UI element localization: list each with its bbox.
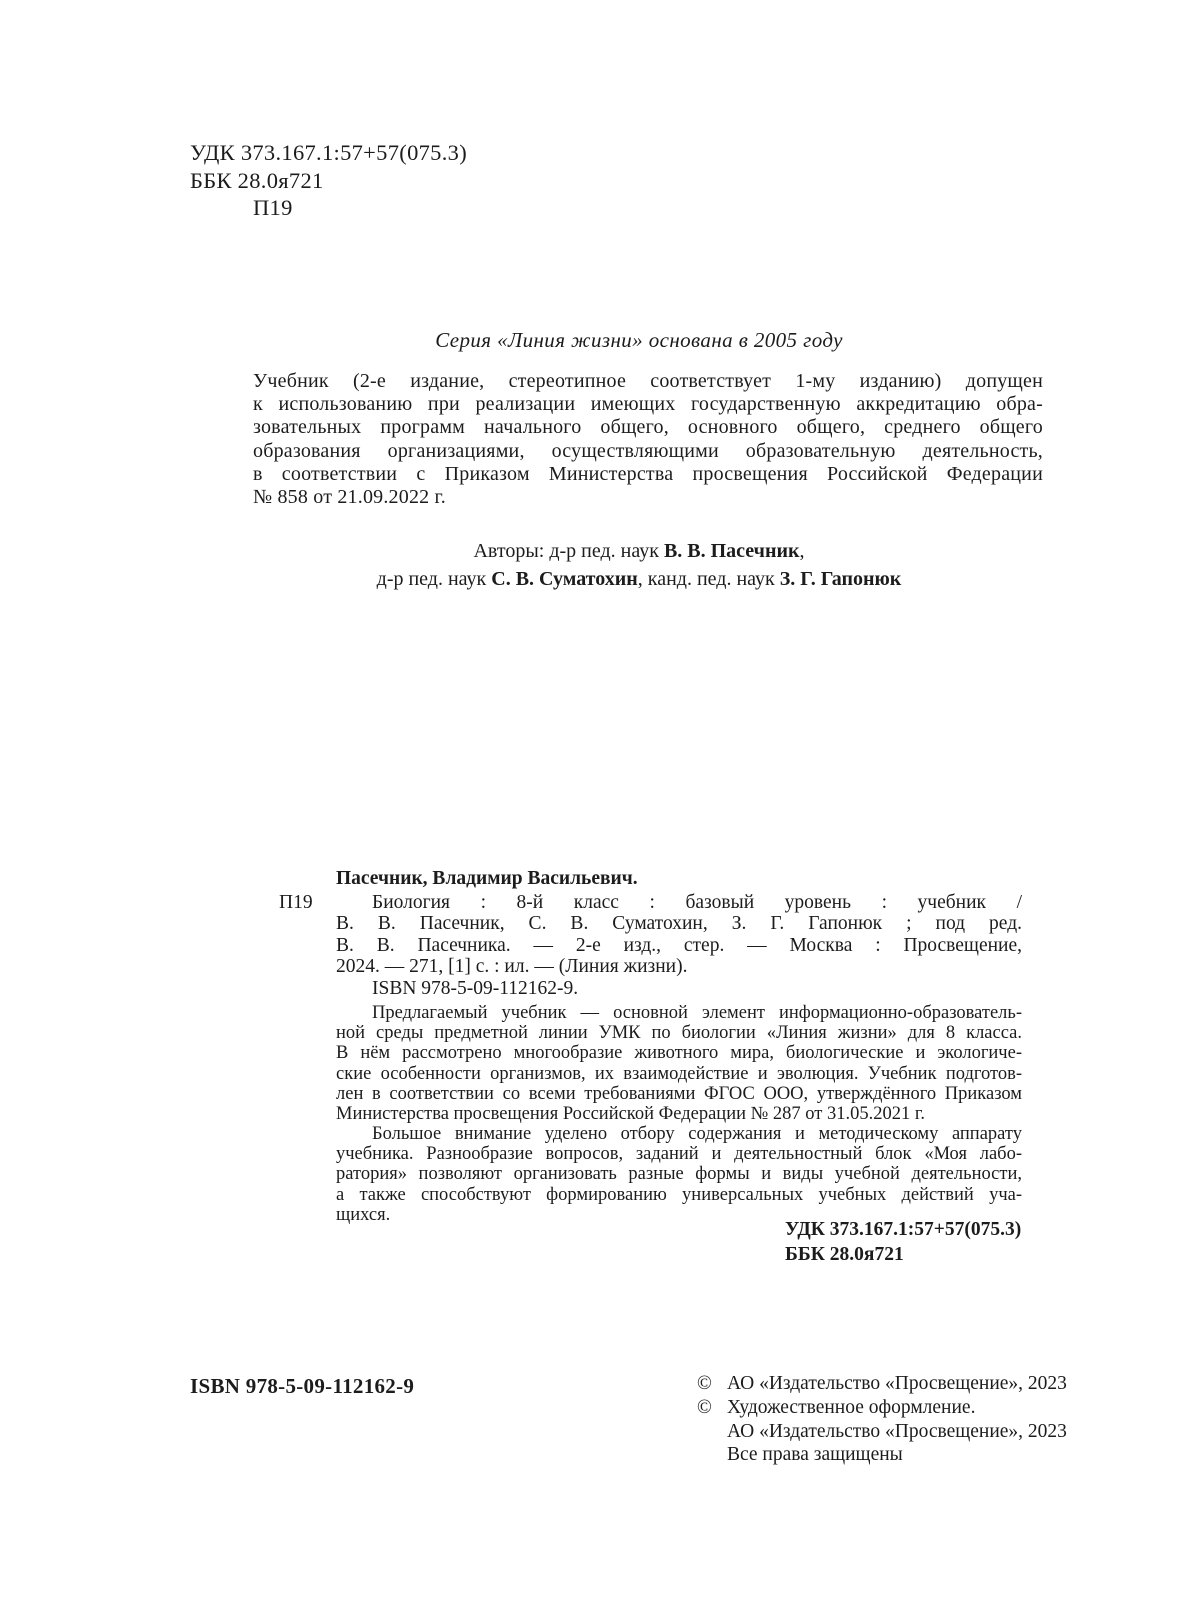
copyright-line (697, 1420, 1067, 1444)
bibliographic-codes-bottom (785, 1217, 1021, 1267)
authors-block (253, 538, 1025, 593)
annotation-line: ские особенности организмов, их взаимодействие и эволюция. Учебник подготов- (336, 1063, 1022, 1084)
catalog-author-heading: Пасечник, Владимир Васильевич. (336, 868, 638, 889)
udk-code: УДК 373.167.1:57+57(075.3) (190, 140, 467, 165)
copyright-text: Все права защищены (727, 1444, 903, 1466)
author-name: С. В. Суматохин (491, 567, 638, 590)
authors-suffix: , (799, 540, 805, 562)
annotation-line: а также способствуют формированию универсальных учебных действий уча- (336, 1184, 1022, 1205)
copyright-line (697, 1396, 1067, 1420)
annotation-line: щихся. (336, 1204, 391, 1225)
catalog-line: В. В. Пасечник, С. В. Суматохин, З. Г. Гапонюк ; под ред. (336, 913, 1022, 935)
annotation-line: ратория» позволяют организовать разные формы и виды учебной деятельности, (336, 1164, 1022, 1185)
copyright-symbol: © (697, 1373, 712, 1394)
catalog-isbn: ISBN 978-5-09-112162-9. (372, 977, 579, 999)
catalog-line: Биология : 8-й класс : базовый уровень : учебник / (372, 891, 1022, 913)
copyright-symbol (697, 1420, 727, 1444)
annotation-line: Предлагаемый учебник — основной элемент информационно-образователь- (372, 1003, 1022, 1023)
annotation-paragraph-1 (336, 1003, 1022, 1124)
copyright-text: АО «Издательство «Просвещение», 2023 (727, 1373, 1067, 1394)
authors-prefix: д-р пед. наук (376, 567, 492, 590)
copyright-block (697, 1372, 1067, 1467)
catalog-entry-code: П19 (279, 892, 313, 913)
copyright-text: Художественное оформление. (727, 1396, 976, 1418)
bbk-code: ББК 28.0я721 (190, 167, 324, 193)
admission-line: зовательных программ начального общего, основного общего, среднего общего (253, 416, 1043, 439)
bbk-code-bottom: ББК 28.0я721 (785, 1244, 904, 1265)
annotation-paragraph-2 (336, 1124, 1022, 1225)
admission-line: к использованию при реализации имеющих государственную аккредитацию обра- (253, 393, 1043, 416)
bibliographic-codes-top (190, 139, 467, 222)
author-name: З. Г. Гапонюк (779, 567, 902, 590)
copyright-symbol: © (697, 1396, 712, 1418)
annotation-line: В нём рассмотрено многообразие животного мира, биологические и экологиче- (336, 1043, 1022, 1064)
copyright-line (697, 1372, 1067, 1396)
annotation-line: учебника. Разнообразие вопросов, заданий и деятельностный блок «Моя лабо- (336, 1144, 1022, 1165)
annotation-line: Министерства просвещения Российской Федерации № 287 от 31.05.2021 г. (336, 1104, 925, 1125)
catalog-card (336, 868, 1022, 1000)
catalog-line: В. В. Пасечника. — 2-е изд., стер. — Москва : Просвещение, (336, 934, 1022, 956)
udk-code-bottom: УДК 373.167.1:57+57(075.3) (785, 1219, 1022, 1240)
copyright-symbol (697, 1443, 727, 1467)
series-note: Серия «Линия жизни» основана в 2005 году (435, 328, 843, 352)
author-name: В. В. Пасечник (663, 540, 800, 562)
admission-line: образования организациями, осуществляющими образовательную деятельность, (253, 439, 1043, 462)
author-sign-code: П19 (253, 195, 293, 220)
isbn-footer: ISBN 978-5-09-112162-9 (190, 1374, 415, 1398)
authors-line-1 (253, 538, 1025, 566)
annotation-line: лен в соответствии со всеми требованиями ФГОС ООО, утверждённого Приказом (336, 1083, 1022, 1104)
annotation-line: ной среды предметной линии УМК по биологии «Линия жизни» для 8 класса. (336, 1023, 1022, 1044)
admission-line: Учебник (2-е издание, стереотипное соответствует 1-му изданию) допущен (253, 370, 1043, 392)
admission-paragraph (253, 370, 1043, 509)
copyright-text: АО «Издательство «Просвещение», 2023 (727, 1420, 1067, 1442)
admission-line: в соответствии с Приказом Министерства просвещения Российской Федерации (253, 462, 1043, 485)
catalog-line: 2024. — 271, [1] с. : ил. — (Линия жизни). (336, 956, 688, 978)
authors-prefix: Авторы: д-р пед. наук (473, 540, 664, 562)
authors-line-2 (253, 566, 1025, 594)
annotation-line: Большое внимание уделено отбору содержания и методическому аппарату (372, 1124, 1022, 1144)
admission-line: № 858 от 21.09.2022 г. (253, 486, 446, 509)
authors-mid: , канд. пед. наук (637, 567, 780, 590)
copyright-line (697, 1443, 1067, 1467)
